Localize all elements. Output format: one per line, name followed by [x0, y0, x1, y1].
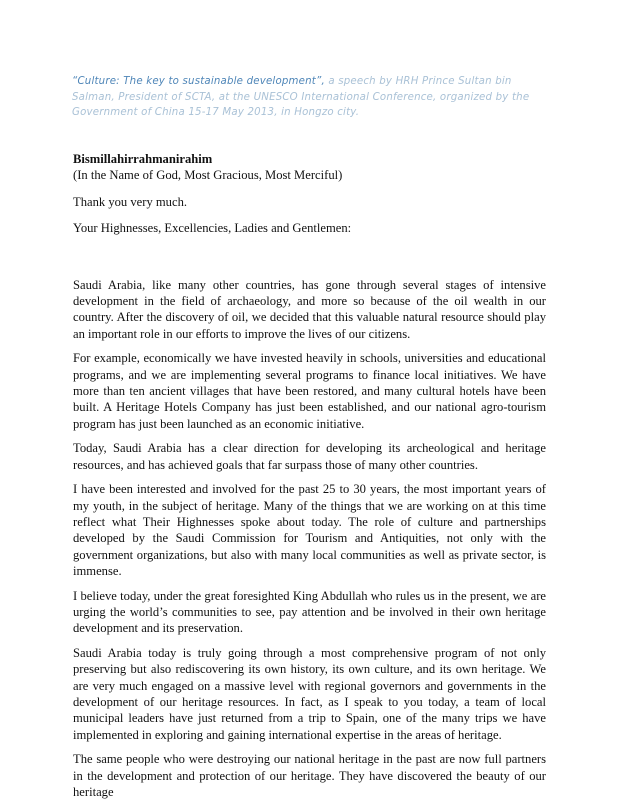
salutation-line: Your Highnesses, Excellencies, Ladies and Gentlemen: [73, 221, 352, 236]
thanks-line: Thank you very much. [73, 194, 188, 209]
speech-body [73, 151, 546, 800]
paragraph: Saudi Arabia today is truly going through a most comprehensive program of not only preserving but also rediscovering its own history, its own culture, and its own heritage. We are very much engaged on a massive level with regional governors and governments in the development of our heritage resources. In fact, as I speak to you today, a team of local municipal leaders have just returned from a trip to Spain, one of the many trips we have implemented in exploring and gaining international expertise in the areas of heritage. [73, 645, 546, 742]
paragraph: Saudi Arabia, like many other countries, has gone through several stages of intensive development in the field of archaeology, and more so because of the oil wealth in our country. After the discovery of oil, we decided that this valuable natural resource should play an important role in our efforts to improve the lives of our citizens. [73, 277, 546, 341]
paragraph: I have been interested and involved for the past 25 to 30 years, the most important years of my youth, in the subject of heritage. Many of the things that we are working on at this time reflect what Their Highnesses spoke about today. The role of culture and partnerships developed by the Saudi Commission for Tourism and Antiquities, not only with the government organizations, but also with many local communities as well as private sector, is immense. [73, 482, 546, 579]
bismillah-heading: Bismillahirrahmanirahim [73, 152, 213, 166]
speech-header [72, 74, 552, 121]
bismillah-translation: (In the Name of God, Most Gracious, Most Merciful) [73, 168, 343, 183]
paragraph: Today, Saudi Arabia has a clear direction for developing its archeological and heritage resources, and has achieved goals that far surpass those of many other countries. [73, 441, 546, 472]
speech-title: “Culture: The key to sustainable development”, [72, 76, 325, 87]
paragraph: The same people who were destroying our national heritage in the past are now full partners in the development and protection of our heritage. They have discovered the beauty of our heritage [73, 752, 546, 799]
paragraph: For example, economically we have invested heavily in schools, universities and educational programs, and we are implementing several programs to finance local initiatives. We have more than ten ancient villages that have been restored, and many cultural hotels have been built. A Heritage Hotels Company has just been established, and our national agro-tourism program has just been launched as an economic initiative. [73, 351, 546, 431]
speech-caption: a speech by HRH Prince Sultan bin Salman, President of SCTA, at the UNESCO International Conference, organized by the Government of China 15-17 May 2013, in Hongzo city. [72, 76, 530, 118]
paragraph: I believe today, under the great foresighted King Abdullah who rules us in the present, we are urging the world’s communities to see, pay attention and be involved in their own heritage development and its preservation. [73, 588, 546, 636]
